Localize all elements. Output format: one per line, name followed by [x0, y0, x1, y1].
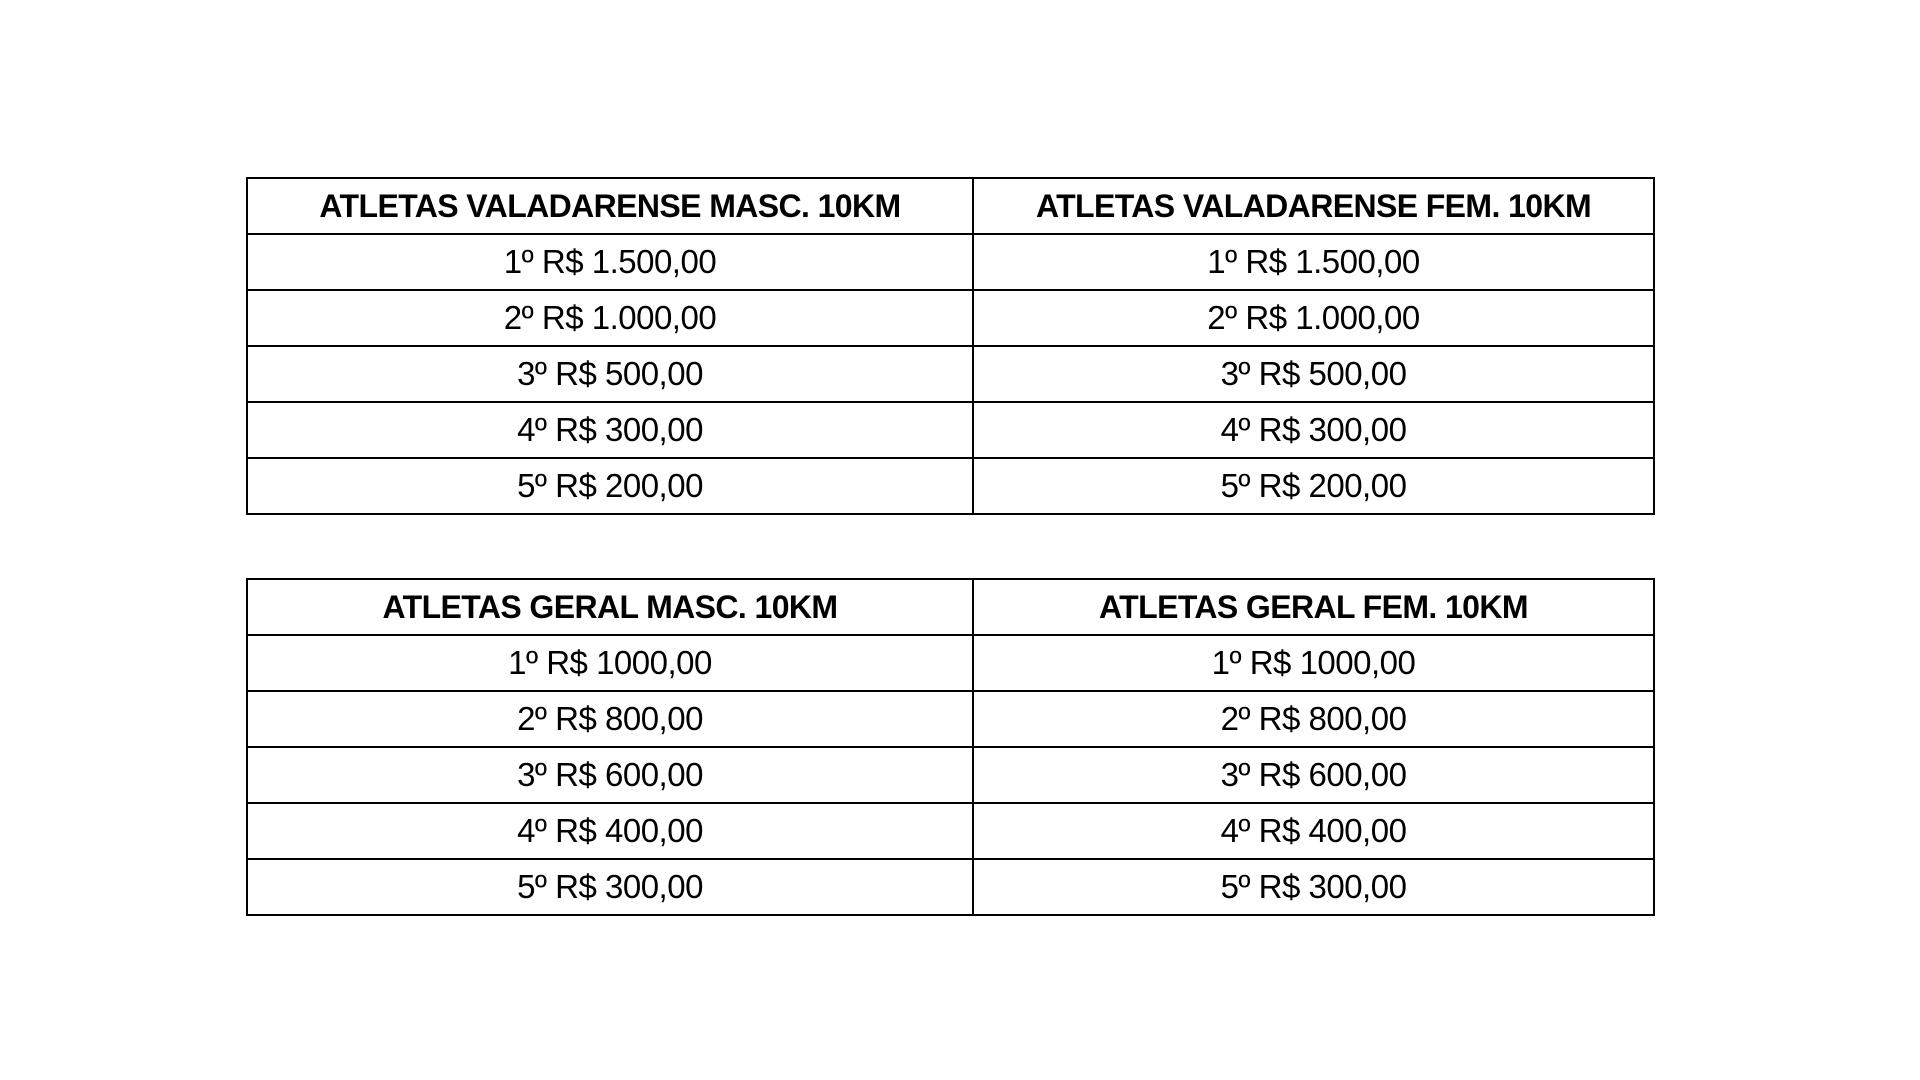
prize-table-geral	[246, 578, 1655, 916]
table-row	[247, 402, 1654, 458]
prize-cell-fem: 3º R$ 500,00	[973, 346, 1654, 402]
prize-cell-fem: 5º R$ 300,00	[973, 859, 1654, 915]
table-row	[247, 458, 1654, 514]
prize-cell-masc: 4º R$ 400,00	[247, 803, 973, 859]
table-header-row	[247, 579, 1654, 635]
prize-cell-masc: 4º R$ 300,00	[247, 402, 973, 458]
header-valadarense-fem: ATLETAS VALADARENSE FEM. 10KM	[973, 178, 1654, 234]
table-row	[247, 290, 1654, 346]
prize-cell-fem: 4º R$ 300,00	[973, 402, 1654, 458]
prize-cell-masc: 5º R$ 200,00	[247, 458, 973, 514]
table-row	[247, 859, 1654, 915]
table-row	[247, 803, 1654, 859]
header-geral-masc: ATLETAS GERAL MASC. 10KM	[247, 579, 973, 635]
prize-cell-masc: 3º R$ 600,00	[247, 747, 973, 803]
header-geral-fem: ATLETAS GERAL FEM. 10KM	[973, 579, 1654, 635]
prize-cell-fem: 5º R$ 200,00	[973, 458, 1654, 514]
prize-cell-fem: 4º R$ 400,00	[973, 803, 1654, 859]
prize-cell-fem: 3º R$ 600,00	[973, 747, 1654, 803]
prize-cell-fem: 1º R$ 1000,00	[973, 635, 1654, 691]
prize-cell-masc: 1º R$ 1000,00	[247, 635, 973, 691]
prize-cell-masc: 2º R$ 800,00	[247, 691, 973, 747]
table-row	[247, 234, 1654, 290]
prize-cell-masc: 5º R$ 300,00	[247, 859, 973, 915]
prize-cell-fem: 2º R$ 800,00	[973, 691, 1654, 747]
prize-cell-masc: 2º R$ 1.000,00	[247, 290, 973, 346]
table-header-row	[247, 178, 1654, 234]
table-row	[247, 691, 1654, 747]
prize-table-valadarense	[246, 177, 1655, 515]
table-row	[247, 346, 1654, 402]
header-valadarense-masc: ATLETAS VALADARENSE MASC. 10KM	[247, 178, 973, 234]
prize-cell-masc: 3º R$ 500,00	[247, 346, 973, 402]
prize-cell-fem: 1º R$ 1.500,00	[973, 234, 1654, 290]
table-row	[247, 747, 1654, 803]
table-row	[247, 635, 1654, 691]
prize-cell-masc: 1º R$ 1.500,00	[247, 234, 973, 290]
prize-cell-fem: 2º R$ 1.000,00	[973, 290, 1654, 346]
